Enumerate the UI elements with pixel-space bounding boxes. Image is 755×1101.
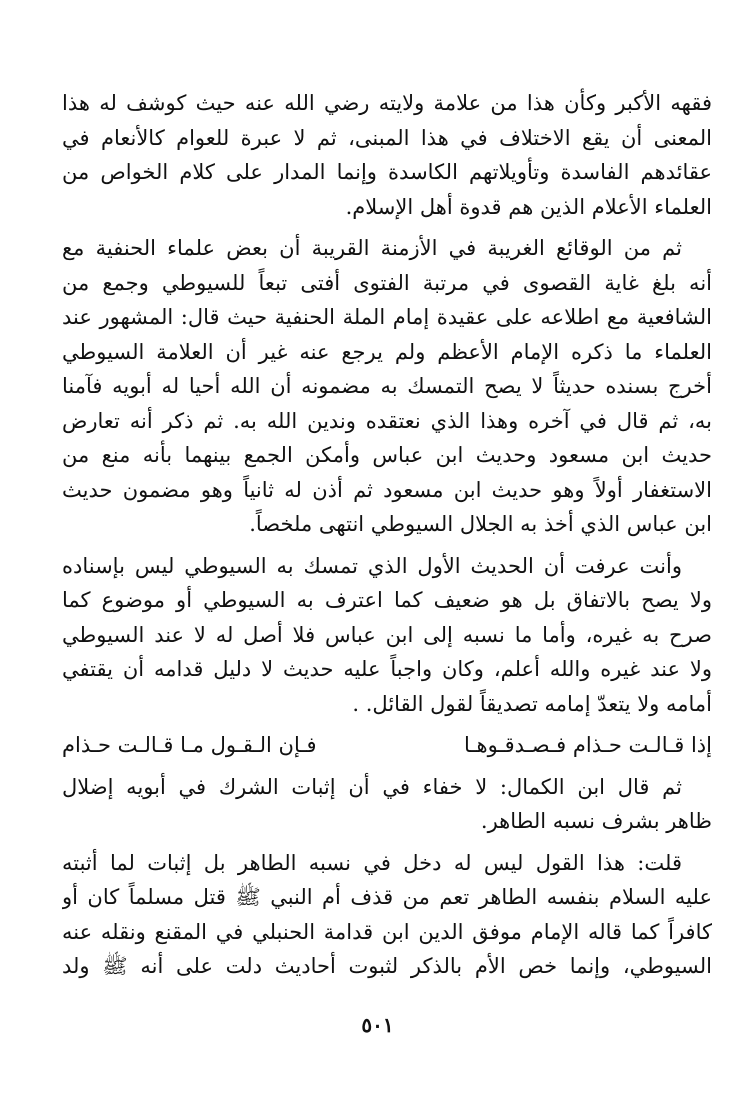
paragraph-3 [62,549,712,722]
text-line: العلماء الأعلام الذين هم قدوة أهل الإسلام. [345,194,712,219]
poem-verse [62,728,712,763]
text-line: حديث ابن مسعود وحديث ابن عباس وأمكن الجمع بينهما بأنه منع من [62,443,712,467]
text-line: الشافعية مع اطلاعه على عقيدة إمام الملة الحنفية حيث قال: المشهور عند [62,305,712,329]
text-line: المعنى أن يقع الاختلاف في هذا المبنى، ثم لا عبرة للعوام كالأنعام في [62,125,712,150]
text-line: ثم من الوقائع الغريبة في الأزمنة القريبة أن بعض علماء الحنفية مع [62,236,682,260]
page-body [62,86,712,984]
text-line: أنه بلغ غاية القصوى في مرتبة الفتوى أفتى تبعاً للسيوطي وجمع من [62,270,712,295]
page-number: ٥٠١ [361,1013,394,1037]
text-line: ولا يصح بالاتفاق بل هو ضعيف كما اعترف به السيوطي أو موضوع كما [62,588,712,612]
text-line: عليه السلام بنفسه الطاهر تعم من قذف أم النبي ﷺ قتل مسلماً كان أو [62,885,712,909]
text-line: العلماء ما ذكره الإمام الأعظم ولم يرجع عنه غير أن العلامة السيوطي [62,339,712,364]
text-line: فقهه الأكبر وكأن هذا من علامة ولايته رضي الله عنه حيث كوشف له هذا [62,91,712,115]
text-line: صرح به غيره، وأما ما نسبه إلى ابن عباس فلا أصل له لا عند السيوطي [62,622,712,647]
text-line: به، ثم قال في آخره وهذا الذي نعتقده وندين الله به. ثم ذكر أنه تعارض [62,408,712,433]
text-line: أخرج بسنده حديثاً لا يصح التمسك به مضمونه أن الله أحيا له أبويه فآمنا [62,374,712,398]
poem-second-hemistich: فـإن الـقـول مـا قـالـت حـذام [62,733,317,757]
text-line: الاستغفار أولاً وهو حديث ابن مسعود ثم أذن له ثانياً وهو مضمون حديث [62,477,712,502]
text-line: ظاهر بشرف نسبه الطاهر. [480,809,712,833]
poem-first-hemistich: إذا قـالـت حـذام فـصـدقـوهـا [463,733,712,757]
text-line: كافراً كما قاله الإمام موفق الدين ابن قدامة الحنبلي في المقنع ونقله عنه [62,919,712,944]
paragraph-5 [62,846,712,984]
text-line: أمامه ولا يتعدّ إمامه تصديقاً لقول القائل. . [352,691,712,716]
paragraph-2 [62,231,712,542]
text-line: ولا عند غيره والله أعلم، وكان واجباً عليه حديث لا دليل قدامه أن يقتفي [62,657,712,681]
text-line: السيوطي، وإنما خص الأم بالذكر لثبوت أحاديث دلت على أنه ﷺ ولد [62,954,712,978]
paragraph-1 [62,86,712,224]
text-line: قلت: هذا القول ليس له دخل في نسبه الطاهر بل إثبات لما أثبته [62,850,682,875]
text-line: عقائدهم الفاسدة وتأويلاتهم الكاسدة وإنما المدار على كلام الخواص من [62,160,712,184]
text-line: ابن عباس الذي أخذ به الجلال السيوطي انتهى ملخصاً. [249,512,712,536]
paragraph-4 [62,770,712,839]
text-line: وأنت عرفت أن الحديث الأول الذي تمسك به السيوطي ليس بإسناده [62,553,682,578]
text-line: ثم قال ابن الكمال: لا خفاء في أن إثبات الشرك في أبويه إضلال [62,774,682,799]
